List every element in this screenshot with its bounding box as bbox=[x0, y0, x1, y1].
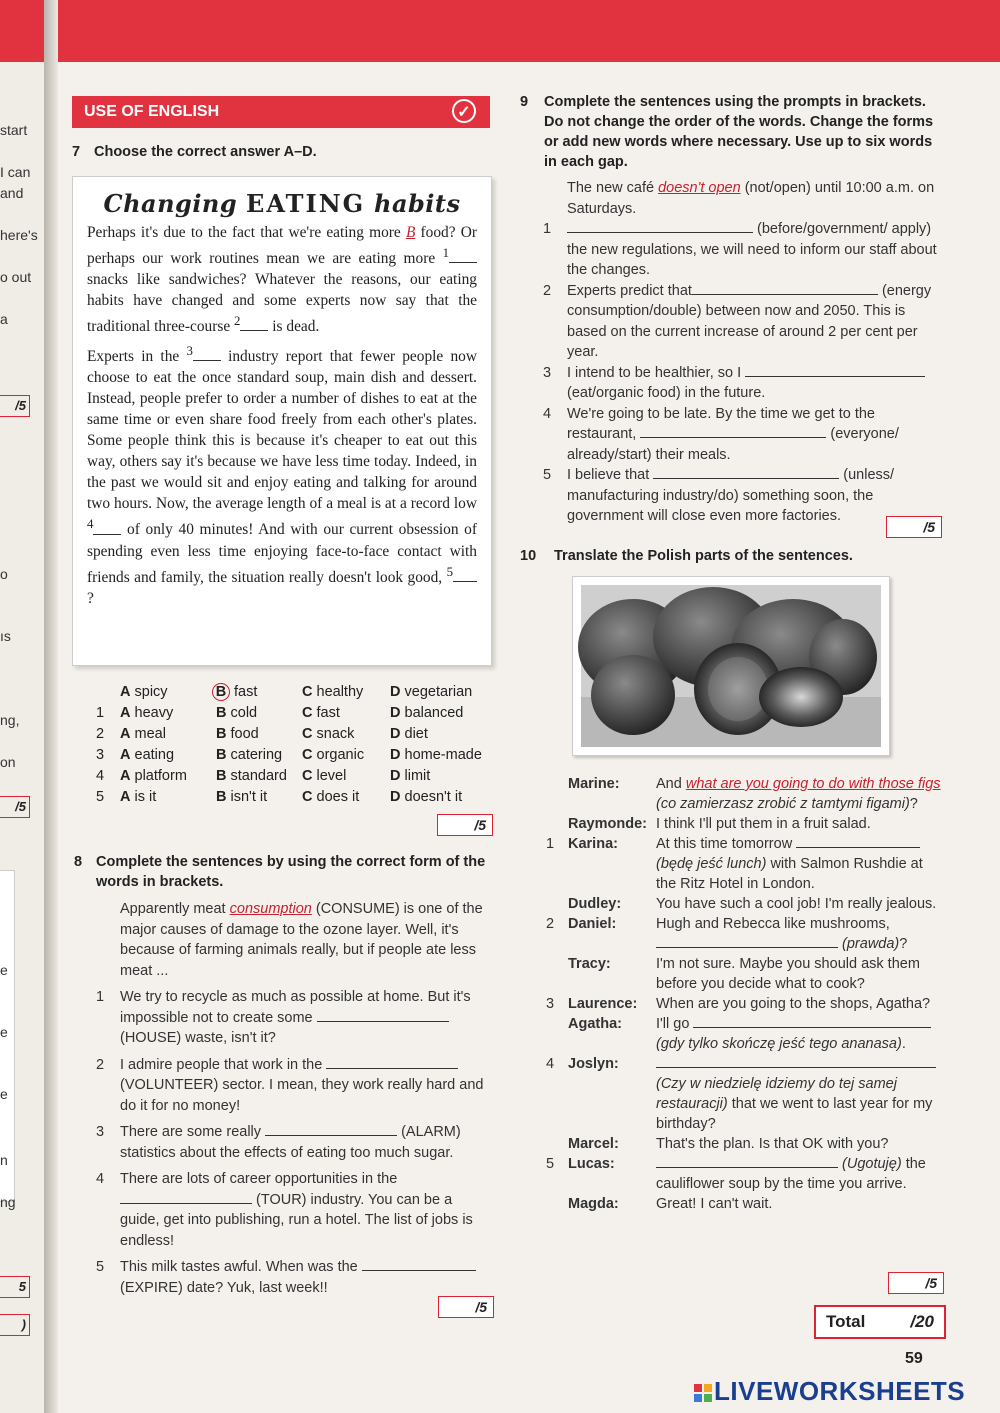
q7-number: 7 bbox=[72, 144, 81, 160]
left-score-box: 5 bbox=[0, 1276, 30, 1298]
dialogue-line: Marcel: That's the plan. Is that OK with you? bbox=[568, 1136, 889, 1152]
answer-gap[interactable] bbox=[656, 1167, 838, 1168]
q10-dialogue bbox=[546, 774, 946, 1214]
answer-gap[interactable] bbox=[567, 232, 753, 233]
option-a[interactable]: A spicy bbox=[120, 684, 168, 700]
option-d[interactable]: D balanced bbox=[390, 705, 464, 721]
option-c[interactable]: C organic bbox=[302, 747, 365, 763]
q10-score-box: /5 bbox=[888, 1272, 944, 1294]
left-fragment: e bbox=[0, 1086, 8, 1102]
q9-score-box: /5 bbox=[886, 516, 942, 538]
q9-item: 4 We're going to be late. By the time we get to the restaurant, (everyone/ already/start) their meals. bbox=[543, 405, 899, 463]
answer-gap[interactable] bbox=[745, 376, 925, 377]
speaker: Marcel: bbox=[568, 1136, 619, 1152]
dialogue-line: 2 Daniel: Hugh and Rebecca like mushrooms, (prawda)? bbox=[546, 916, 908, 952]
dialogue-line: Tracy: I'm not sure. Maybe you should ask them before you decide what to cook? bbox=[568, 956, 920, 992]
gap-number: 5 bbox=[446, 564, 453, 579]
article-title-part: EATING bbox=[246, 189, 366, 218]
top-red-band bbox=[0, 0, 1000, 62]
left-fragment: e bbox=[0, 1024, 8, 1040]
q7-score-box: /5 bbox=[437, 814, 493, 836]
q8-score-box: /5 bbox=[438, 1296, 494, 1318]
left-fragment: start bbox=[0, 122, 28, 138]
speaker: Tracy: bbox=[568, 956, 611, 972]
option-c[interactable]: C fast bbox=[302, 705, 340, 721]
answer-gap[interactable] bbox=[326, 1068, 458, 1069]
logo-text: LIVEWORKSHEETS bbox=[714, 1376, 966, 1406]
q9-heading bbox=[520, 92, 946, 172]
q8-body bbox=[96, 899, 494, 1304]
article-paragraph-1 bbox=[87, 222, 477, 337]
book-spine bbox=[44, 0, 58, 1413]
option-row-number: 1 bbox=[96, 705, 105, 721]
speaker: Agatha: bbox=[568, 1016, 622, 1032]
option-a[interactable]: A heavy bbox=[120, 705, 174, 721]
q10-heading bbox=[520, 546, 940, 566]
dialogue-line: 5 Lucas: (Ugotuję) the cauliflower soup by the time you arrive. bbox=[546, 1156, 926, 1192]
option-b[interactable]: B catering bbox=[216, 747, 283, 763]
options-row bbox=[96, 787, 496, 808]
left-score-box: /5 bbox=[0, 796, 30, 818]
option-row-number: 3 bbox=[96, 747, 105, 763]
dialogue-line: 3 Laurence: When are you going to the shops, Agatha? bbox=[546, 996, 931, 1012]
left-fragment: and bbox=[0, 185, 24, 201]
q8-number: 8 bbox=[74, 854, 83, 870]
answer-gap[interactable] bbox=[449, 262, 477, 263]
q8-item: 3 There are some really (ALARM) statistics about the effects of eating too much sugar. bbox=[96, 1124, 461, 1161]
example-answer: B bbox=[405, 224, 416, 241]
answer-gap[interactable] bbox=[656, 1067, 936, 1068]
left-fragment: a bbox=[0, 311, 8, 327]
left-score-box: ) bbox=[0, 1314, 30, 1336]
q9-body bbox=[543, 178, 943, 527]
article-title-part: habits bbox=[374, 189, 461, 218]
speaker: Daniel: bbox=[568, 916, 617, 932]
option-c[interactable]: C does it bbox=[302, 789, 360, 805]
speaker: Dudley: bbox=[568, 896, 622, 912]
article-text: industry report that fewer people now choose to eat the once standard soup, main dish and dessert. Instead, people prefer to order a number of dishes to eat at the same time or even share food freely from each other's plates. Some people think this is because it's cheaper to eat out this way, others say it's because we have less time today. Indeed, in the past we would sit and enjoy eating and talking for around two hours. Now, the average length of a meal is at a record low bbox=[87, 348, 477, 513]
option-b[interactable]: B standard bbox=[216, 768, 287, 784]
q9-item: 1 (before/government/ apply) the new regulations, we will need to inform our staff about the changes. bbox=[543, 221, 937, 278]
left-fragment: on bbox=[0, 754, 16, 770]
example-answer: what are you going to do with those figs bbox=[685, 776, 941, 792]
section-banner bbox=[72, 96, 490, 128]
article-text: of only 40 minutes! And with our current obsession of spending even less time enjoying face-to-face contact with friends and family, the situation really doesn't look good, bbox=[87, 521, 477, 586]
left-fragment: here's bbox=[0, 227, 38, 243]
article-text: snacks like sandwiches? Whatever the reasons, our eating habits have changed and some experts now say that the traditional three-course bbox=[87, 271, 477, 336]
q9-item: 2 Experts predict that (energy consumption/double) between now and 2050. This is based on the current increase of around 2 per cent per year. bbox=[543, 282, 932, 360]
option-row-number: 4 bbox=[96, 768, 105, 784]
left-score-box: /5 bbox=[0, 395, 30, 417]
checkmark-icon: ✓ bbox=[452, 99, 476, 123]
speaker: Lucas: bbox=[568, 1156, 615, 1172]
article-text: Perhaps it's due to the fact that we're eating more bbox=[87, 224, 406, 241]
option-row-number: 5 bbox=[96, 789, 105, 805]
q7-heading bbox=[72, 142, 492, 162]
answer-gap[interactable] bbox=[120, 1203, 252, 1204]
options-row bbox=[96, 745, 496, 766]
answer-gap[interactable] bbox=[240, 330, 268, 331]
q8-example: Apparently meat consumption (CONSUME) is one of the major causes of damage to the ozone layer. Well, it's because of farming animals really, but if people ate less meat ... bbox=[120, 901, 483, 979]
option-b[interactable]: B cold bbox=[216, 705, 258, 721]
answer-gap[interactable] bbox=[362, 1270, 476, 1271]
dialogue-line: Marine: And what are you going to do with those figs (co zamierzasz zrobić z tamtymi figami)? bbox=[568, 776, 941, 812]
q9-example: The new café doesn't open (not/open) until 10:00 a.m. on Saturdays. bbox=[567, 180, 935, 217]
gap-number: 1 bbox=[442, 246, 449, 260]
left-fragment: o out bbox=[0, 269, 32, 285]
q10-instruction: Translate the Polish parts of the sentences. bbox=[554, 548, 853, 564]
article-text: is dead. bbox=[268, 318, 320, 336]
article-text: Experts in the bbox=[87, 348, 187, 366]
option-c[interactable]: C healthy bbox=[302, 684, 364, 700]
page-number: 59 bbox=[905, 1350, 923, 1367]
options-row bbox=[96, 766, 496, 787]
dialogue-line: 4 Joslyn: (Czy w niedzielę idziemy do tej samej restauracji) that we went to last year for my birthday? bbox=[546, 1054, 946, 1134]
dialogue-line: Raymonde: I think I'll put them in a fruit salad. bbox=[568, 816, 871, 832]
dialogue-line: 1 Karina: At this time tomorrow (będę jeść lunch) with Salmon Rushdie at the Ritz Hotel in London. bbox=[546, 836, 923, 892]
total-score-box bbox=[814, 1305, 946, 1339]
left-fragment: o bbox=[0, 566, 8, 582]
speaker: Raymonde: bbox=[568, 816, 647, 832]
q8-instruction: Complete the sentences by using the correct form of the words in brackets. bbox=[96, 854, 486, 890]
options-row bbox=[96, 724, 496, 745]
q9-item: 3 I intend to be healthier, so I (eat/organic food) in the future. bbox=[543, 363, 943, 404]
speaker: Magda: bbox=[568, 1196, 619, 1212]
logo-blocks-icon bbox=[694, 1384, 712, 1402]
q7-options bbox=[96, 682, 496, 808]
option-row-number: 2 bbox=[96, 726, 105, 742]
option-a[interactable]: A eating bbox=[120, 747, 175, 763]
total-value: /20 bbox=[910, 1312, 934, 1331]
previous-page-strip bbox=[0, 62, 44, 1413]
answer-gap[interactable] bbox=[453, 581, 477, 582]
q9-number: 9 bbox=[520, 94, 529, 110]
answer-gap[interactable] bbox=[653, 478, 839, 479]
option-a[interactable]: A is it bbox=[120, 789, 157, 805]
dialogue-line: Agatha: I'll go (gdy tylko skończę jeść tego ananasa). bbox=[546, 1014, 946, 1054]
option-d[interactable]: D diet bbox=[390, 726, 428, 742]
q8-heading bbox=[74, 852, 494, 892]
article-text: food? Or perhaps our work routines mean we are eating more bbox=[87, 224, 477, 268]
option-d[interactable]: D limit bbox=[390, 768, 431, 784]
speaker: Laurence: bbox=[568, 996, 638, 1012]
options-row bbox=[96, 682, 496, 703]
gap-number: 4 bbox=[87, 517, 94, 532]
left-fragment: ng, bbox=[0, 712, 20, 728]
left-fragment: ıs bbox=[0, 628, 11, 644]
option-d[interactable]: D home-made bbox=[390, 747, 482, 763]
option-b[interactable]: B food bbox=[216, 726, 259, 742]
article-paragraph-2 bbox=[87, 341, 477, 608]
answer-gap[interactable] bbox=[93, 534, 121, 535]
total-label: Total bbox=[826, 1312, 866, 1331]
answer-gap[interactable] bbox=[265, 1135, 397, 1136]
answer-gap[interactable] bbox=[656, 947, 838, 948]
example-answer: consumption bbox=[229, 901, 312, 917]
article-title-part: Changing bbox=[103, 189, 238, 218]
q8-item: 1 We try to recycle as much as possible at home. But it's impossible not to create some (HOUSE) waste, isn't it? bbox=[96, 989, 471, 1046]
answer-gap[interactable] bbox=[796, 847, 920, 848]
left-fragment: ng bbox=[0, 1194, 16, 1210]
left-fragment: n bbox=[0, 1152, 8, 1168]
option-c[interactable]: C snack bbox=[302, 726, 355, 742]
gap-number: 3 bbox=[186, 344, 193, 359]
dialogue-line: Dudley: You have such a cool job! I'm really jealous. bbox=[568, 896, 937, 912]
speaker: Joslyn: bbox=[568, 1056, 619, 1072]
option-a[interactable]: A platform bbox=[120, 768, 187, 784]
left-fragment: e bbox=[0, 962, 8, 978]
q8-item: 2 I admire people that work in the (VOLUNTEER) sector. I mean, they work really hard and do it for no money! bbox=[96, 1056, 484, 1114]
example-answer: doesn't open bbox=[658, 180, 741, 196]
q9-item: 5 I believe that (unless/ manufacturing industry/do) something soon, the government will close even more factories. bbox=[543, 467, 895, 524]
answer-gap[interactable] bbox=[693, 1027, 931, 1028]
option-b[interactable]: B isn't it bbox=[216, 789, 268, 805]
answer-gap[interactable] bbox=[640, 437, 826, 438]
option-d[interactable]: D vegetarian bbox=[390, 684, 473, 700]
option-a[interactable]: A meal bbox=[120, 726, 166, 742]
q9-instruction: Complete the sentences using the prompts in brackets. Do not change the order of the words. Change the forms or add new words where necessary. Use up to six words in each gap. bbox=[544, 94, 934, 170]
q7-instruction: Choose the correct answer A–D. bbox=[94, 144, 317, 160]
section-title: USE OF ENGLISH bbox=[84, 103, 220, 120]
q8-item: 4 There are lots of career opportunities in the (TOUR) industry. You can be a guide, get into publishing, run a hotel. The list of jobs is endless! bbox=[96, 1171, 473, 1249]
dialogue-line: Magda: Great! I can't wait. bbox=[568, 1196, 773, 1212]
figs-image bbox=[573, 577, 889, 755]
article-title bbox=[87, 189, 477, 218]
option-c[interactable]: C level bbox=[302, 768, 347, 784]
answer-gap[interactable] bbox=[692, 294, 878, 295]
article-box bbox=[72, 176, 492, 666]
answer-gap[interactable] bbox=[193, 360, 221, 361]
gap-number: 2 bbox=[234, 314, 241, 329]
left-fragment: I can bbox=[0, 164, 31, 180]
option-d[interactable]: D doesn't it bbox=[390, 789, 463, 805]
q10-number: 10 bbox=[520, 548, 537, 564]
q8-item: 5 This milk tastes awful. When was the (EXPIRE) date? Yuk, last week!! bbox=[96, 1257, 494, 1298]
article-text: ? bbox=[87, 589, 94, 607]
options-row bbox=[96, 703, 496, 724]
speaker: Karina: bbox=[568, 836, 618, 852]
selected-answer-circle: B bbox=[212, 683, 230, 701]
speaker: Marine: bbox=[568, 776, 620, 792]
answer-gap[interactable] bbox=[317, 1021, 449, 1022]
liveworksheets-logo bbox=[694, 1376, 965, 1407]
figs-photo bbox=[572, 576, 890, 756]
option-b[interactable]: B fast bbox=[212, 682, 257, 703]
